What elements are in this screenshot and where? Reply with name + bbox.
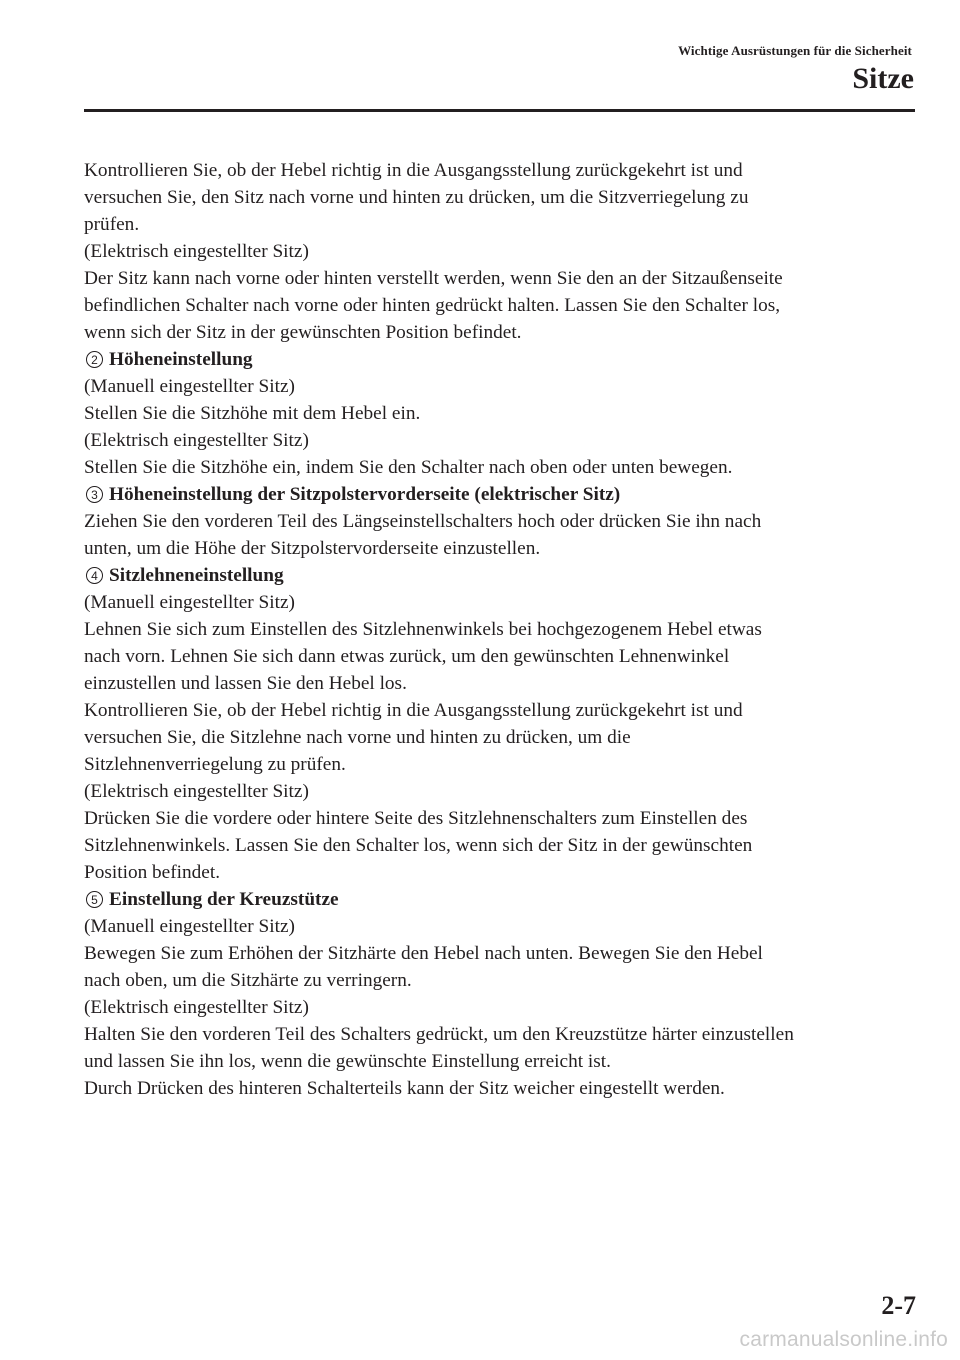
text-line: Drücken Sie die vordere oder hintere Seite des Sitzlehnenschalters zum Einstellen des xyxy=(84,808,748,829)
text-line: Durch Drücken des hinteren Schalterteils kann der Sitz weicher eingestellt werden. xyxy=(84,1078,725,1099)
text-line: befindlichen Schalter nach vorne oder hinten gedrückt halten. Lassen Sie den Schalter los, xyxy=(84,295,781,316)
page-title: Sitze xyxy=(852,62,914,95)
circled-number-2-icon: 2 xyxy=(86,351,103,368)
section-label: Wichtige Ausrüstungen für die Sicherheit xyxy=(678,43,912,58)
section-lumbar-support xyxy=(84,886,916,1102)
section-seatback-recline xyxy=(84,562,916,886)
text-line: Halten Sie den vorderen Teil des Schalters gedrückt, um den Kreuzstütze härter einzustellen xyxy=(84,1024,794,1045)
watermark: carmanualsonline.info xyxy=(739,1328,948,1351)
text-line: Sitzlehnenverriegelung zu prüfen. xyxy=(84,754,346,775)
text-line: (Manuell eingestellter Sitz) xyxy=(84,916,295,937)
text-line: und lassen Sie ihn los, wenn die gewünschte Einstellung erreicht ist. xyxy=(84,1051,611,1072)
section-heading xyxy=(84,346,916,373)
text-line: (Manuell eingestellter Sitz) xyxy=(84,376,295,397)
text-line: nach vorn. Lehnen Sie sich dann etwas zurück, um den gewünschten Lehnenwinkel xyxy=(84,646,730,667)
text-line: einzustellen und lassen Sie den Hebel los. xyxy=(84,673,407,694)
text-line: Lehnen Sie sich zum Einstellen des Sitzlehnenwinkels bei hochgezogenem Hebel etwas xyxy=(84,619,762,640)
section-heading-text: Höheneinstellung xyxy=(109,349,253,370)
section-heading-text: Höheneinstellung der Sitzpolstervorderseite (elektrischer Sitz) xyxy=(109,484,621,505)
text-line: (Elektrisch eingestellter Sitz) xyxy=(84,997,309,1018)
text-line: Ziehen Sie den vorderen Teil des Längseinstellschalters hoch oder drücken Sie ihn nach xyxy=(84,511,762,532)
section-heading xyxy=(84,481,916,508)
section-cushion-front-height xyxy=(84,481,916,562)
section-heading-text: Sitzlehneneinstellung xyxy=(109,565,284,586)
text-line: nach oben, um die Sitzhärte zu verringern. xyxy=(84,970,412,991)
circled-number-5-icon: 5 xyxy=(86,891,103,908)
text-line: Position befindet. xyxy=(84,862,221,883)
text-line: (Elektrisch eingestellter Sitz) xyxy=(84,430,309,451)
text-line: Stellen Sie die Sitzhöhe mit dem Hebel ein. xyxy=(84,403,421,424)
text-line: Der Sitz kann nach vorne oder hinten verstellt werden, wenn Sie den an der Sitzaußenseite xyxy=(84,268,783,289)
section-heading xyxy=(84,886,916,913)
text-line: versuchen Sie, die Sitzlehne nach vorne und hinten zu drücken, um die xyxy=(84,727,631,748)
text-line: versuchen Sie, den Sitz nach vorne und hinten zu drücken, um die Sitzverriegelung zu xyxy=(84,187,749,208)
section-heading xyxy=(84,562,916,589)
section-heading-text: Einstellung der Kreuzstütze xyxy=(109,889,339,910)
text-line: Kontrollieren Sie, ob der Hebel richtig in die Ausgangsstellung zurückgekehrt ist und xyxy=(84,700,743,721)
text-line: prüfen. xyxy=(84,214,140,235)
circled-number-3-icon: 3 xyxy=(86,486,103,503)
main-content xyxy=(84,157,916,1102)
intro-paragraph xyxy=(84,157,916,346)
text-line: Kontrollieren Sie, ob der Hebel richtig in die Ausgangsstellung zurückgekehrt ist und xyxy=(84,160,743,181)
section-height-adjustment xyxy=(84,346,916,481)
text-line: (Elektrisch eingestellter Sitz) xyxy=(84,241,309,262)
text-line: Bewegen Sie zum Erhöhen der Sitzhärte den Hebel nach unten. Bewegen Sie den Hebel xyxy=(84,943,763,964)
circled-number-4-icon: 4 xyxy=(86,567,103,584)
text-line: wenn sich der Sitz in der gewünschten Position befindet. xyxy=(84,322,522,343)
text-line: Stellen Sie die Sitzhöhe ein, indem Sie den Schalter nach oben oder unten bewegen. xyxy=(84,457,733,478)
page-number: 2-7 xyxy=(881,1291,916,1320)
text-line: (Manuell eingestellter Sitz) xyxy=(84,592,295,613)
text-line: Sitzlehnenwinkels. Lassen Sie den Schalter los, wenn sich der Sitz in der gewünschten xyxy=(84,835,753,856)
text-line: (Elektrisch eingestellter Sitz) xyxy=(84,781,309,802)
text-line: unten, um die Höhe der Sitzpolstervorderseite einzustellen. xyxy=(84,538,541,559)
header-divider xyxy=(84,109,915,112)
